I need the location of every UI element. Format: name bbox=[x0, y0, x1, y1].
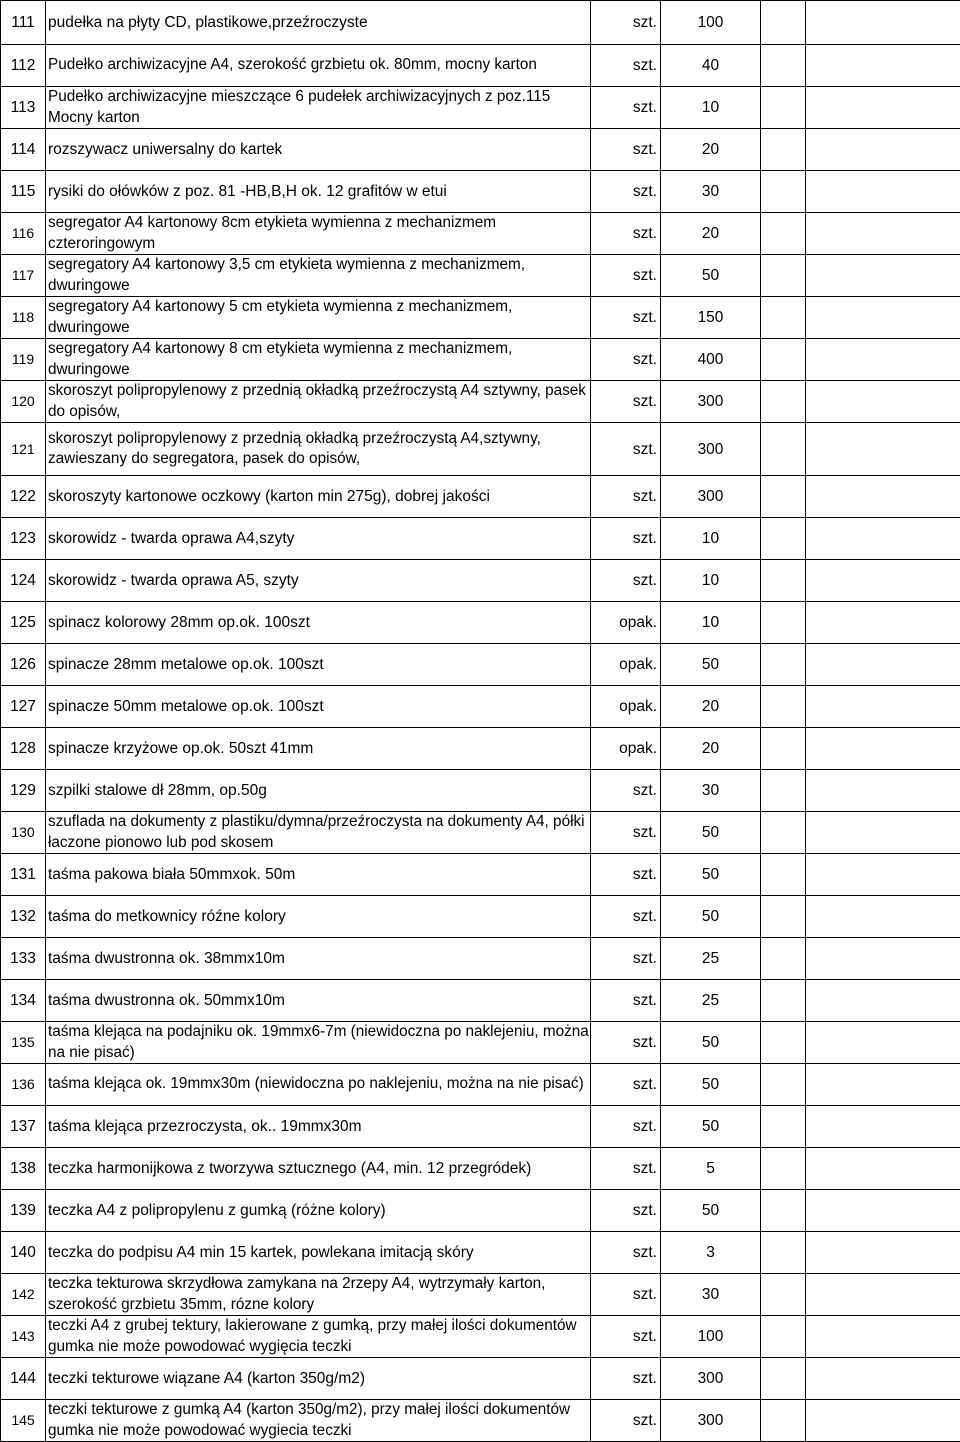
empty-cell bbox=[761, 339, 806, 381]
item-unit: opak. bbox=[591, 728, 661, 770]
item-description: skoroszyty kartonowe oczkowy (karton min 275g), dobrej jakości bbox=[46, 476, 591, 518]
item-description: spinacz kolorowy 28mm op.ok. 100szt bbox=[46, 602, 591, 644]
empty-cell bbox=[806, 602, 960, 644]
table-row bbox=[1, 87, 960, 129]
item-unit: szt. bbox=[591, 560, 661, 602]
item-number: 136 bbox=[1, 1064, 46, 1106]
item-unit: szt. bbox=[591, 980, 661, 1022]
item-unit: szt. bbox=[591, 476, 661, 518]
item-quantity: 20 bbox=[661, 686, 761, 728]
item-description: skoroszyt polipropylenowy z przednią okładką przeźroczystą A4 sztywny, pasek do opisów, bbox=[46, 381, 591, 423]
item-unit: szt. bbox=[591, 1400, 661, 1442]
item-number: 112 bbox=[1, 45, 46, 87]
item-number: 131 bbox=[1, 854, 46, 896]
item-description: teczka do podpisu A4 min 15 kartek, powlekana imitacją skóry bbox=[46, 1232, 591, 1274]
item-description: teczka tekturowa skrzydłowa zamykana na 2rzepy A4, wytrzymały karton, szerokość grzbietu 35mm, rózne kolory bbox=[46, 1274, 591, 1316]
item-unit: szt. bbox=[591, 129, 661, 171]
table-row bbox=[1, 938, 960, 980]
table-row bbox=[1, 518, 960, 560]
table-row bbox=[1, 171, 960, 213]
empty-cell bbox=[761, 1274, 806, 1316]
table-row bbox=[1, 1, 960, 45]
item-unit: szt. bbox=[591, 1358, 661, 1400]
item-quantity: 20 bbox=[661, 129, 761, 171]
item-description: teczki tekturowe z gumką A4 (karton 350g/m2), przy małej ilości dokumentów gumka nie może powodować wygiecia teczki bbox=[46, 1400, 591, 1442]
empty-cell bbox=[761, 560, 806, 602]
item-description: taśma klejąca przezroczysta, ok.. 19mmx30m bbox=[46, 1106, 591, 1148]
item-unit: szt. bbox=[591, 339, 661, 381]
table-row bbox=[1, 854, 960, 896]
empty-cell bbox=[806, 213, 960, 255]
item-number: 119 bbox=[1, 339, 46, 381]
item-number: 144 bbox=[1, 1358, 46, 1400]
table-row bbox=[1, 1148, 960, 1190]
table-row bbox=[1, 213, 960, 255]
item-unit: szt. bbox=[591, 812, 661, 854]
item-description: taśma pakowa biała 50mmxok. 50m bbox=[46, 854, 591, 896]
item-description: taśma dwustronna ok. 50mmx10m bbox=[46, 980, 591, 1022]
item-number: 128 bbox=[1, 728, 46, 770]
table-row bbox=[1, 1064, 960, 1106]
item-unit: opak. bbox=[591, 686, 661, 728]
item-unit: szt. bbox=[591, 518, 661, 560]
item-number: 124 bbox=[1, 560, 46, 602]
empty-cell bbox=[761, 1148, 806, 1190]
empty-cell bbox=[761, 476, 806, 518]
empty-cell bbox=[761, 854, 806, 896]
empty-cell bbox=[761, 1400, 806, 1442]
item-quantity: 40 bbox=[661, 45, 761, 87]
table-row bbox=[1, 1316, 960, 1358]
item-number: 118 bbox=[1, 297, 46, 339]
item-description: taśma klejąca ok. 19mmx30m (niewidoczna po naklejeniu, można na nie pisać) bbox=[46, 1064, 591, 1106]
item-quantity: 30 bbox=[661, 770, 761, 812]
item-number: 134 bbox=[1, 980, 46, 1022]
table-row bbox=[1, 980, 960, 1022]
item-number: 137 bbox=[1, 1106, 46, 1148]
empty-cell bbox=[806, 1400, 960, 1442]
item-unit: szt. bbox=[591, 381, 661, 423]
empty-cell bbox=[806, 518, 960, 560]
item-quantity: 50 bbox=[661, 1106, 761, 1148]
item-description: skoroszyt polipropylenowy z przednią okładką przeźroczystą A4,sztywny, zawieszany do segregatora, pasek do opisów, bbox=[46, 423, 591, 476]
item-description: segregatory A4 kartonowy 3,5 cm etykieta wymienna z mechanizmem, dwuringowe bbox=[46, 255, 591, 297]
empty-cell bbox=[806, 297, 960, 339]
empty-cell bbox=[806, 938, 960, 980]
empty-cell bbox=[761, 255, 806, 297]
item-description: Pudełko archiwizacyjne A4, szerokość grzbietu ok. 80mm, mocny karton bbox=[46, 45, 591, 87]
table-row bbox=[1, 770, 960, 812]
item-unit: szt. bbox=[591, 87, 661, 129]
item-description: teczka A4 z polipropylenu z gumką (różne kolory) bbox=[46, 1190, 591, 1232]
empty-cell bbox=[806, 1274, 960, 1316]
item-number: 122 bbox=[1, 476, 46, 518]
item-description: pudełka na płyty CD, plastikowe,przeźroczyste bbox=[46, 1, 591, 45]
item-number: 130 bbox=[1, 812, 46, 854]
item-description: segregatory A4 kartonowy 5 cm etykieta wymienna z mechanizmem, dwuringowe bbox=[46, 297, 591, 339]
item-unit: szt. bbox=[591, 297, 661, 339]
item-description: segregator A4 kartonowy 8cm etykieta wymienna z mechanizmem czteroringowym bbox=[46, 213, 591, 255]
empty-cell bbox=[806, 339, 960, 381]
empty-cell bbox=[761, 938, 806, 980]
item-description: spinacze 50mm metalowe op.ok. 100szt bbox=[46, 686, 591, 728]
item-quantity: 300 bbox=[661, 476, 761, 518]
empty-cell bbox=[761, 171, 806, 213]
empty-cell bbox=[761, 644, 806, 686]
empty-cell bbox=[761, 602, 806, 644]
empty-cell bbox=[806, 644, 960, 686]
table-row bbox=[1, 476, 960, 518]
item-description: teczka harmonijkowa z tworzywa sztucznego (A4, min. 12 przegródek) bbox=[46, 1148, 591, 1190]
empty-cell bbox=[761, 87, 806, 129]
empty-cell bbox=[806, 728, 960, 770]
item-description: Pudełko archiwizacyjne mieszczące 6 pudełek archiwizacyjnych z poz.115 Mocny karton bbox=[46, 87, 591, 129]
item-quantity: 100 bbox=[661, 1, 761, 45]
empty-cell bbox=[761, 423, 806, 476]
empty-cell bbox=[761, 1190, 806, 1232]
empty-cell bbox=[806, 423, 960, 476]
empty-cell bbox=[806, 1316, 960, 1358]
empty-cell bbox=[806, 1064, 960, 1106]
empty-cell bbox=[806, 171, 960, 213]
item-quantity: 10 bbox=[661, 518, 761, 560]
item-description: skorowidz - twarda oprawa A5, szyty bbox=[46, 560, 591, 602]
table-row bbox=[1, 339, 960, 381]
table-row bbox=[1, 728, 960, 770]
empty-cell bbox=[761, 1316, 806, 1358]
item-quantity: 10 bbox=[661, 560, 761, 602]
item-unit: szt. bbox=[591, 255, 661, 297]
item-quantity: 50 bbox=[661, 255, 761, 297]
empty-cell bbox=[806, 476, 960, 518]
item-quantity: 50 bbox=[661, 812, 761, 854]
empty-cell bbox=[761, 1358, 806, 1400]
empty-cell bbox=[806, 1148, 960, 1190]
empty-cell bbox=[761, 297, 806, 339]
table-row bbox=[1, 1274, 960, 1316]
item-quantity: 100 bbox=[661, 1316, 761, 1358]
item-unit: opak. bbox=[591, 602, 661, 644]
item-number: 139 bbox=[1, 1190, 46, 1232]
item-quantity: 50 bbox=[661, 1022, 761, 1064]
item-description: segregatory A4 kartonowy 8 cm etykieta wymienna z mechanizmem, dwuringowe bbox=[46, 339, 591, 381]
item-description: taśma do metkownicy róźne kolory bbox=[46, 896, 591, 938]
item-number: 135 bbox=[1, 1022, 46, 1064]
empty-cell bbox=[806, 1106, 960, 1148]
empty-cell bbox=[761, 812, 806, 854]
item-quantity: 150 bbox=[661, 297, 761, 339]
table-row bbox=[1, 1358, 960, 1400]
item-unit: szt. bbox=[591, 171, 661, 213]
empty-cell bbox=[761, 213, 806, 255]
item-quantity: 30 bbox=[661, 1274, 761, 1316]
empty-cell bbox=[761, 518, 806, 560]
table-row bbox=[1, 560, 960, 602]
item-description: skorowidz - twarda oprawa A4,szyty bbox=[46, 518, 591, 560]
item-unit: opak. bbox=[591, 644, 661, 686]
item-number: 114 bbox=[1, 129, 46, 171]
table-row bbox=[1, 1400, 960, 1442]
item-description: teczki A4 z grubej tektury, lakierowane z gumką, przy małej ilości dokumentów gumka nie może powodować wygięcia teczki bbox=[46, 1316, 591, 1358]
empty-cell bbox=[806, 129, 960, 171]
item-quantity: 30 bbox=[661, 171, 761, 213]
item-number: 138 bbox=[1, 1148, 46, 1190]
item-number: 121 bbox=[1, 423, 46, 476]
empty-cell bbox=[806, 560, 960, 602]
item-unit: szt. bbox=[591, 1, 661, 45]
empty-cell bbox=[806, 980, 960, 1022]
table-row bbox=[1, 1190, 960, 1232]
item-unit: szt. bbox=[591, 45, 661, 87]
empty-cell bbox=[806, 1022, 960, 1064]
empty-cell bbox=[806, 45, 960, 87]
item-description: spinacze 28mm metalowe op.ok. 100szt bbox=[46, 644, 591, 686]
item-number: 116 bbox=[1, 213, 46, 255]
item-unit: szt. bbox=[591, 770, 661, 812]
item-quantity: 20 bbox=[661, 213, 761, 255]
item-number: 143 bbox=[1, 1316, 46, 1358]
item-quantity: 25 bbox=[661, 938, 761, 980]
table-row bbox=[1, 1106, 960, 1148]
item-number: 125 bbox=[1, 602, 46, 644]
item-quantity: 10 bbox=[661, 602, 761, 644]
empty-cell bbox=[761, 381, 806, 423]
empty-cell bbox=[806, 1190, 960, 1232]
item-number: 132 bbox=[1, 896, 46, 938]
empty-cell bbox=[806, 381, 960, 423]
item-number: 113 bbox=[1, 87, 46, 129]
item-number: 126 bbox=[1, 644, 46, 686]
item-quantity: 50 bbox=[661, 1064, 761, 1106]
empty-cell bbox=[806, 686, 960, 728]
item-number: 127 bbox=[1, 686, 46, 728]
item-description: taśma dwustronna ok. 38mmx10m bbox=[46, 938, 591, 980]
empty-cell bbox=[761, 728, 806, 770]
item-number: 123 bbox=[1, 518, 46, 560]
table-row bbox=[1, 812, 960, 854]
empty-cell bbox=[806, 255, 960, 297]
item-quantity: 50 bbox=[661, 1190, 761, 1232]
empty-cell bbox=[761, 686, 806, 728]
empty-cell bbox=[761, 980, 806, 1022]
empty-cell bbox=[761, 45, 806, 87]
item-unit: szt. bbox=[591, 854, 661, 896]
empty-cell bbox=[806, 854, 960, 896]
empty-cell bbox=[806, 812, 960, 854]
item-unit: szt. bbox=[591, 1232, 661, 1274]
item-quantity: 300 bbox=[661, 423, 761, 476]
item-quantity: 300 bbox=[661, 1400, 761, 1442]
empty-cell bbox=[761, 1232, 806, 1274]
item-quantity: 5 bbox=[661, 1148, 761, 1190]
item-unit: szt. bbox=[591, 1022, 661, 1064]
item-quantity: 3 bbox=[661, 1232, 761, 1274]
table-row bbox=[1, 686, 960, 728]
item-number: 129 bbox=[1, 770, 46, 812]
empty-cell bbox=[806, 1358, 960, 1400]
table-row bbox=[1, 1022, 960, 1064]
item-unit: szt. bbox=[591, 1106, 661, 1148]
item-number: 140 bbox=[1, 1232, 46, 1274]
empty-cell bbox=[761, 1106, 806, 1148]
item-number: 145 bbox=[1, 1400, 46, 1442]
item-quantity: 25 bbox=[661, 980, 761, 1022]
table-row bbox=[1, 45, 960, 87]
item-description: teczki tekturowe wiązane A4 (karton 350g/m2) bbox=[46, 1358, 591, 1400]
empty-cell bbox=[761, 1022, 806, 1064]
empty-cell bbox=[761, 770, 806, 812]
table-row bbox=[1, 297, 960, 339]
table-row bbox=[1, 644, 960, 686]
item-description: spinacze krzyżowe op.ok. 50szt 41mm bbox=[46, 728, 591, 770]
item-quantity: 50 bbox=[661, 854, 761, 896]
empty-cell bbox=[761, 896, 806, 938]
table-row bbox=[1, 129, 960, 171]
item-unit: szt. bbox=[591, 938, 661, 980]
item-number: 111 bbox=[1, 1, 46, 45]
empty-cell bbox=[806, 1232, 960, 1274]
item-description: szuflada na dokumenty z plastiku/dymna/przeźroczysta na dokumenty A4, półki łaczone pionowo lub pod skosem bbox=[46, 812, 591, 854]
item-quantity: 20 bbox=[661, 728, 761, 770]
item-unit: szt. bbox=[591, 1274, 661, 1316]
item-quantity: 50 bbox=[661, 644, 761, 686]
item-quantity: 300 bbox=[661, 381, 761, 423]
empty-cell bbox=[761, 129, 806, 171]
item-number: 117 bbox=[1, 255, 46, 297]
item-quantity: 300 bbox=[661, 1358, 761, 1400]
item-quantity: 10 bbox=[661, 87, 761, 129]
item-number: 142 bbox=[1, 1274, 46, 1316]
table-row bbox=[1, 255, 960, 297]
item-description: rysiki do ołówków z poz. 81 -HB,B,H ok. 12 grafitów w etui bbox=[46, 171, 591, 213]
item-description: szpilki stalowe dł 28mm, op.50g bbox=[46, 770, 591, 812]
table-row bbox=[1, 1232, 960, 1274]
item-description: taśma klejąca na podajniku ok. 19mmx6-7m (niewidoczna po naklejeniu, można na nie pisać) bbox=[46, 1022, 591, 1064]
item-unit: szt. bbox=[591, 1190, 661, 1232]
empty-cell bbox=[806, 896, 960, 938]
item-unit: szt. bbox=[591, 896, 661, 938]
item-unit: szt. bbox=[591, 1316, 661, 1358]
item-unit: szt. bbox=[591, 423, 661, 476]
item-number: 120 bbox=[1, 381, 46, 423]
item-quantity: 400 bbox=[661, 339, 761, 381]
item-quantity: 50 bbox=[661, 896, 761, 938]
empty-cell bbox=[806, 770, 960, 812]
table-row bbox=[1, 896, 960, 938]
table-row bbox=[1, 602, 960, 644]
item-number: 115 bbox=[1, 171, 46, 213]
empty-cell bbox=[761, 1064, 806, 1106]
item-number: 133 bbox=[1, 938, 46, 980]
table-row bbox=[1, 423, 960, 476]
item-unit: szt. bbox=[591, 213, 661, 255]
table-row bbox=[1, 381, 960, 423]
empty-cell bbox=[761, 1, 806, 45]
empty-cell bbox=[806, 1, 960, 45]
item-unit: szt. bbox=[591, 1148, 661, 1190]
item-unit: szt. bbox=[591, 1064, 661, 1106]
item-description: rozszywacz uniwersalny do kartek bbox=[46, 129, 591, 171]
empty-cell bbox=[806, 87, 960, 129]
